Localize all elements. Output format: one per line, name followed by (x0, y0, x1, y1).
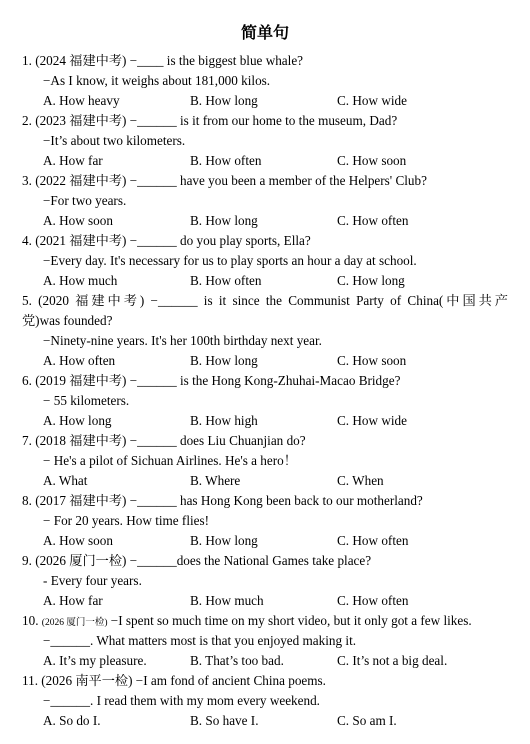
question-6-option-a: A. How long (43, 413, 112, 428)
question-5-stem: 5. (2020 福建中考) −______ is it since the Communist Party of China(中国共产 (22, 293, 508, 308)
question-5-option-c: C. How soon (337, 353, 407, 368)
question-3-dialogue: −For two years. (43, 193, 127, 208)
question-2-option-c: C. How soon (337, 153, 407, 168)
question-9-option-b: B. How much (190, 593, 264, 608)
question-9-dialogue: - Every four years. (43, 573, 142, 588)
question-1-stem: 1. (2024 福建中考) −____ is the biggest blue whale? (22, 53, 304, 68)
question-11-option-a: A. So do I. (43, 713, 101, 728)
question-5-stem-continued: 党)was founded? (22, 313, 113, 328)
question-3-option-c: C. How often (337, 213, 409, 228)
question-2-dialogue: −It’s about two kilometers. (43, 133, 186, 148)
page-title: 简单句 (240, 23, 289, 42)
question-3-option-a: A. How soon (43, 213, 113, 228)
question-10-option-c: C. It’s not a big deal. (337, 653, 448, 668)
question-4-option-c: C. How long (337, 273, 405, 288)
question-11-option-c: C. So am I. (337, 713, 397, 728)
question-2-option-a: A. How far (43, 153, 103, 168)
question-10-number: 10. (22, 613, 42, 628)
question-10-option-a: A. It’s my pleasure. (43, 653, 147, 668)
question-11-option-b: B. So have I. (190, 713, 259, 728)
question-3-stem: 3. (2022 福建中考) −______ have you been a member of the Helpers' Club? (22, 173, 427, 188)
question-10-text: −I spent so much time on my short video, but it only got a few likes. (107, 613, 472, 628)
question-7-dialogue: − He's a pilot of Sichuan Airlines. He's a hero！ (43, 453, 297, 468)
question-1-option-c: C. How wide (337, 93, 407, 108)
question-4-dialogue: −Every day. It's necessary for us to play sports an hour a day at school. (43, 253, 417, 268)
question-10-dialogue: −______. What matters most is that you enjoyed making it. (43, 633, 357, 648)
question-5-option-b: B. How long (190, 353, 258, 368)
question-3-option-b: B. How long (190, 213, 258, 228)
question-10-option-b: B. That’s too bad. (190, 653, 284, 668)
question-5-option-a: A. How often (43, 353, 116, 368)
question-6-option-b: B. How high (190, 413, 258, 428)
question-11-dialogue: −______. I read them with my mom every weekend. (43, 693, 320, 708)
question-1-option-b: B. How long (190, 93, 258, 108)
question-8-stem: 8. (2017 福建中考) −______ has Hong Kong been back to our motherland? (22, 493, 423, 508)
question-7-option-b: B. Where (190, 473, 241, 488)
question-4-option-a: A. How much (43, 273, 118, 288)
question-5-dialogue: −Ninety-nine years. It's her 100th birthday next year. (43, 333, 322, 348)
question-9-stem: 9. (2026 厦门一检) −______does the National Games take place? (22, 553, 372, 568)
question-8-dialogue: − For 20 years. How time flies! (43, 513, 210, 528)
question-10-stem (22, 611, 508, 633)
question-4-option-b: B. How often (190, 273, 262, 288)
question-8-option-a: A. How soon (43, 533, 113, 548)
question-6-stem: 6. (2019 福建中考) −______ is the Hong Kong-Zhuhai-Macao Bridge? (22, 373, 401, 388)
question-9-option-a: A. How far (43, 593, 103, 608)
question-2-stem: 2. (2023 福建中考) −______ is it from our home to the museum, Dad? (22, 113, 398, 128)
question-7-option-a: A. What (43, 473, 88, 488)
question-9-option-c: C. How often (337, 593, 409, 608)
question-1-dialogue: −As I know, it weighs about 181,000 kilos. (43, 73, 271, 88)
question-6-option-c: C. How wide (337, 413, 407, 428)
question-6-dialogue: − 55 kilometers. (43, 393, 130, 408)
question-7-stem: 7. (2018 福建中考) −______ does Liu Chuanjian do? (22, 433, 306, 448)
question-2-option-b: B. How often (190, 153, 262, 168)
question-8-option-b: B. How long (190, 533, 258, 548)
question-4-stem: 4. (2021 福建中考) −______ do you play sports, Ella? (22, 233, 311, 248)
question-11-stem: 11. (2026 南平一检) −I am fond of ancient China poems. (22, 673, 326, 688)
question-10-source: (2026 厦门一检) (41, 618, 108, 628)
question-7-option-c: C. When (337, 473, 384, 488)
question-8-option-c: C. How often (337, 533, 409, 548)
question-1-option-a: A. How heavy (43, 93, 120, 108)
